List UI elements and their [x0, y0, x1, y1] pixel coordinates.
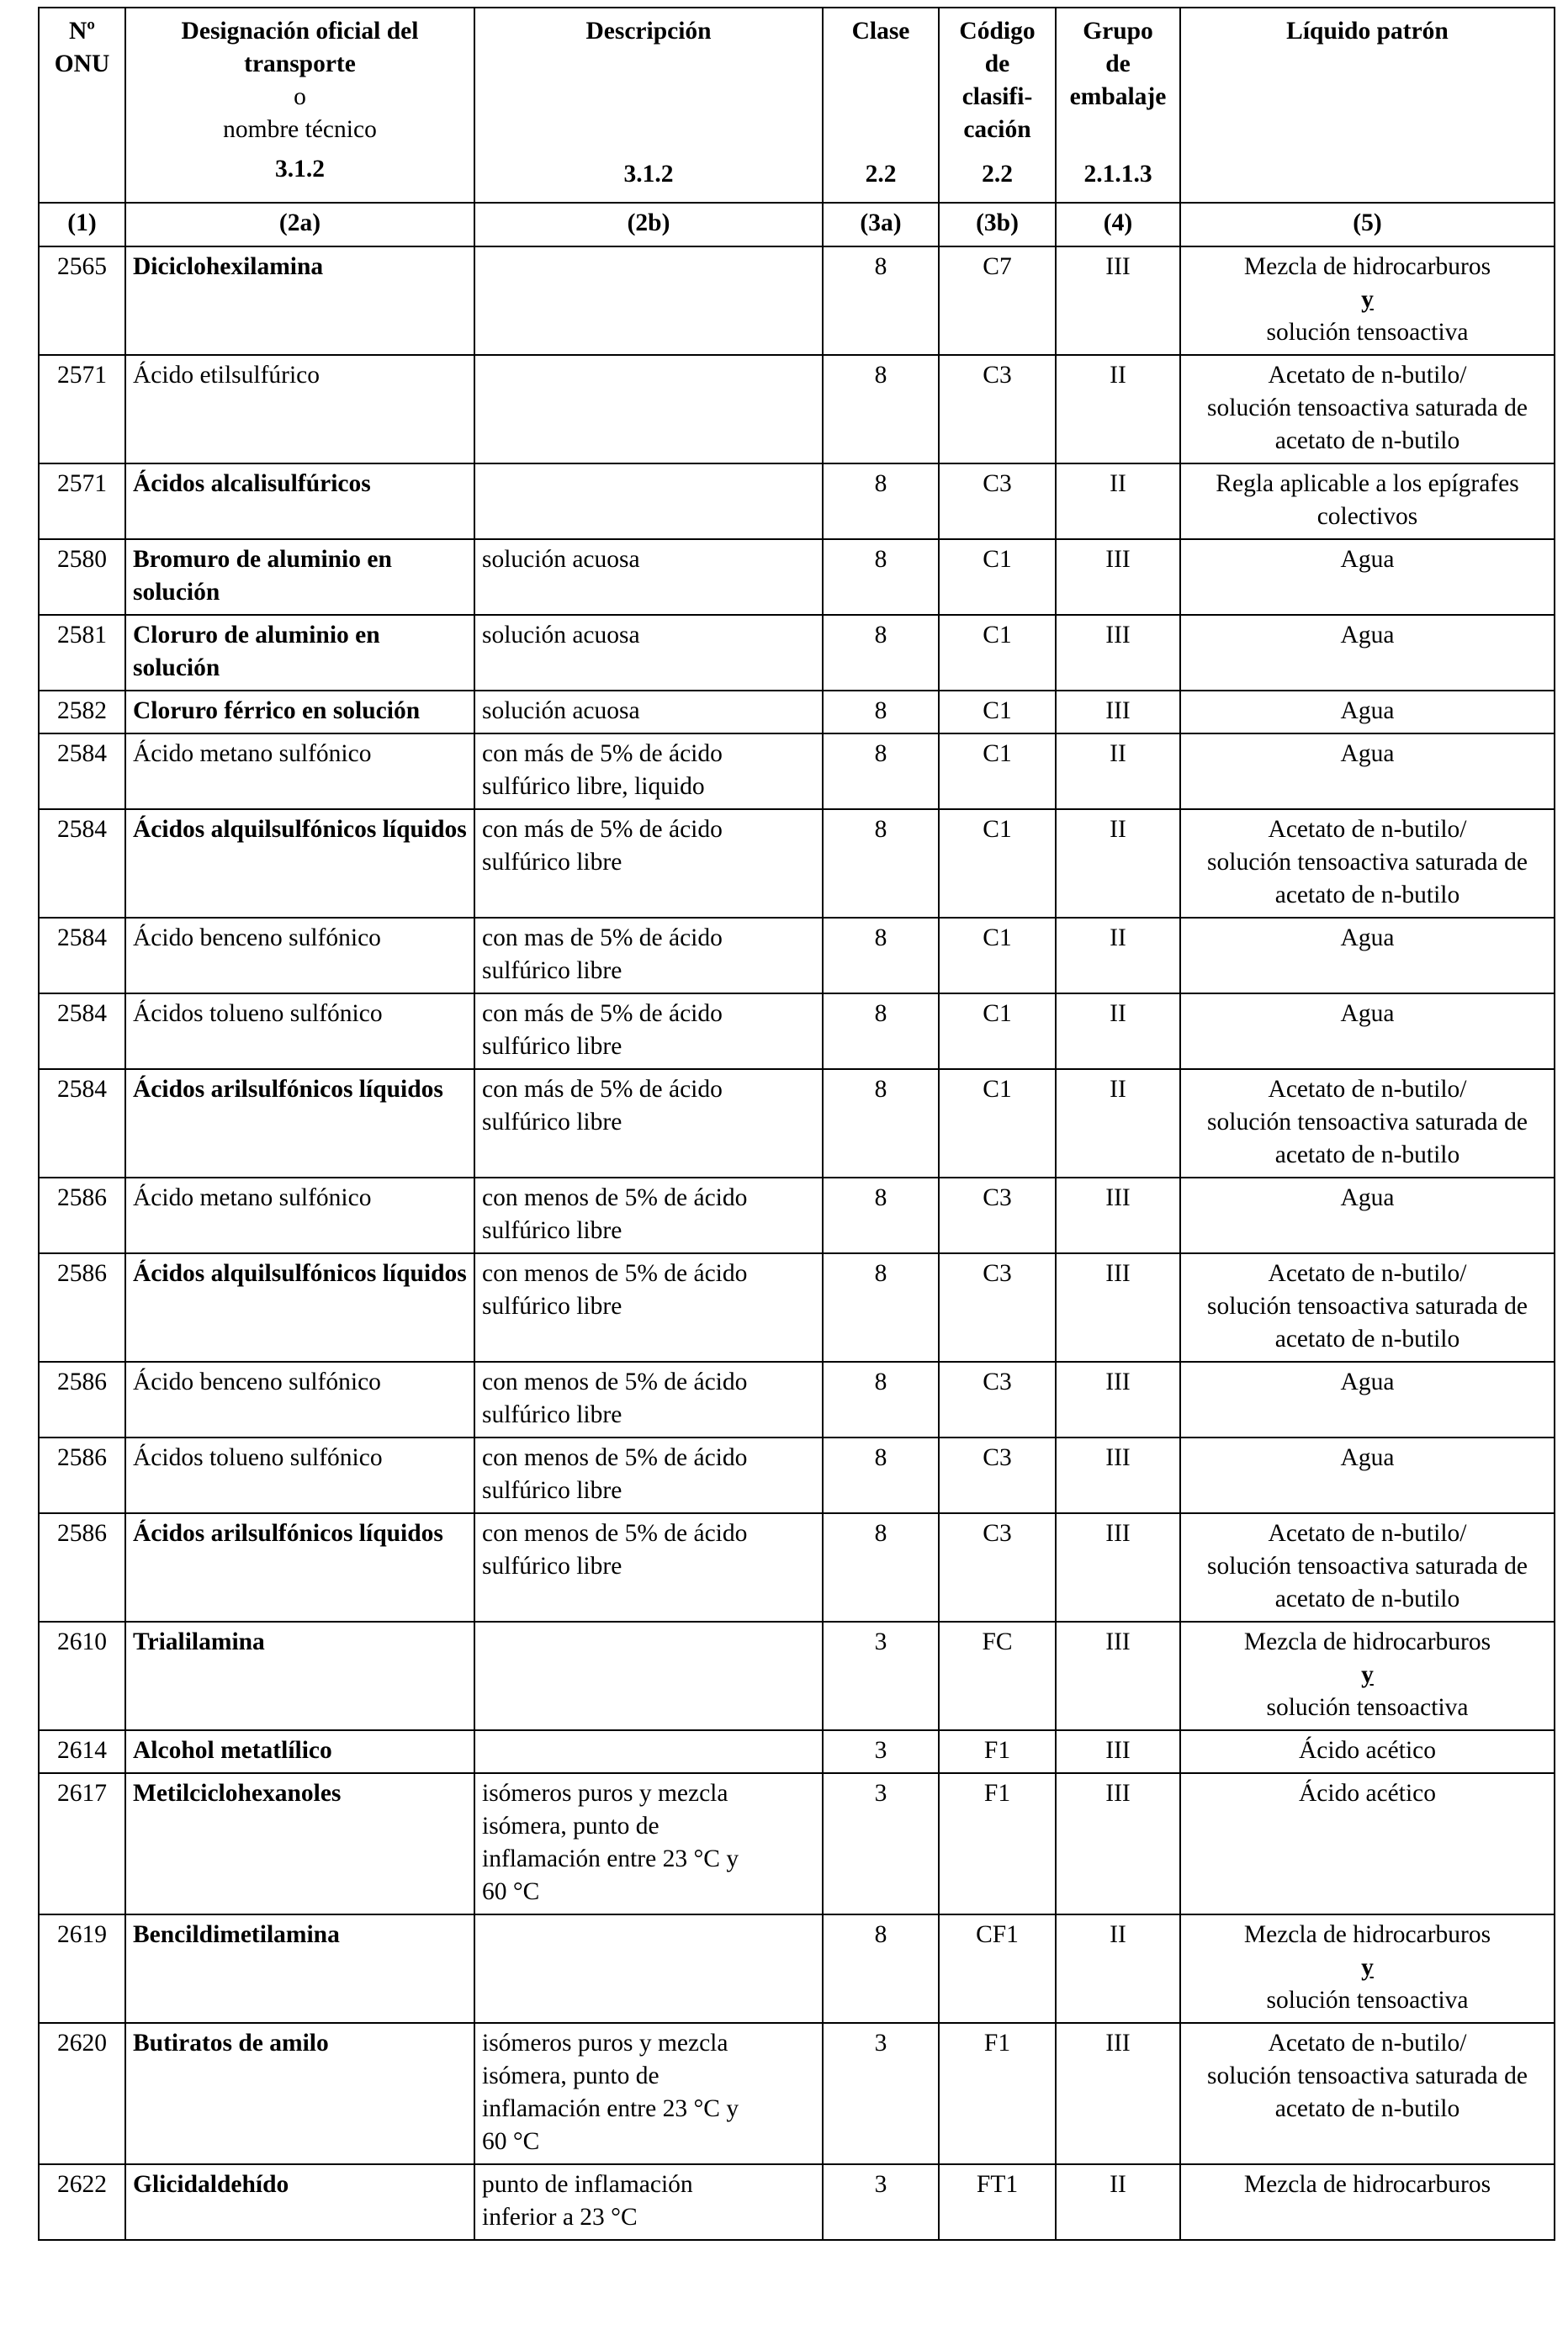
description-line: sulfúrico libre	[482, 1553, 622, 1580]
class-cell: 3	[823, 1773, 939, 1914]
onu-number-cell: 2617	[39, 1773, 125, 1914]
class-cell: 8	[823, 1069, 939, 1178]
column-number-row	[39, 203, 1555, 246]
header-designation-title2: transporte	[244, 50, 356, 77]
table-row	[39, 1773, 1555, 1914]
table-row	[39, 355, 1555, 463]
designation-cell: Cloruro de aluminio en solución	[125, 615, 474, 691]
description-cell	[474, 246, 823, 355]
standard-liquid-cell	[1180, 615, 1555, 691]
onu-number-cell: 2584	[39, 809, 125, 918]
description-line: con menos de 5% de ácido	[482, 1520, 748, 1547]
description-cell	[474, 918, 823, 993]
table-row	[39, 733, 1555, 809]
designation-cell: Trialilamina	[125, 1622, 474, 1730]
description-line: 60 °C	[482, 2128, 540, 2155]
standard-liquid-cell	[1180, 1362, 1555, 1438]
col-number: (1)	[39, 203, 125, 246]
liquid-line: Agua	[1340, 546, 1395, 573]
class-cell: 8	[823, 463, 939, 539]
liquid-line: solución tensoactiva	[1266, 1694, 1469, 1721]
header-class-ref: 2.2	[865, 161, 897, 188]
packing-group-cell: II	[1056, 733, 1180, 809]
standard-liquid-cell	[1180, 355, 1555, 463]
liquid-line: Ácido acético	[1299, 1780, 1436, 1807]
designation-cell: Ácidos arilsulfónicos líquidos	[125, 1513, 474, 1622]
standard-liquid-cell	[1180, 1730, 1555, 1773]
liquid-line: acetato de n-butilo	[1274, 882, 1460, 908]
standard-liquid-cell	[1180, 993, 1555, 1069]
standard-liquid-cell	[1180, 1253, 1555, 1362]
packing-group-cell: II	[1056, 2164, 1180, 2240]
description-line: con mas de 5% de ácido	[482, 924, 723, 951]
packing-group-cell: III	[1056, 1773, 1180, 1914]
onu-number-cell: 2571	[39, 355, 125, 463]
description-line: isómeros puros y mezcla	[482, 1780, 728, 1807]
description-line: sulfúrico libre, liquido	[482, 773, 705, 800]
header-code-title2: de	[984, 50, 1010, 77]
header-code-title3: clasifi-	[961, 83, 1033, 110]
description-cell	[474, 691, 823, 733]
onu-number-cell: 2565	[39, 246, 125, 355]
packing-group-cell: III	[1056, 2023, 1180, 2164]
liquid-line: Agua	[1340, 697, 1395, 724]
designation-cell: Bromuro de aluminio en solución	[125, 539, 474, 615]
description-cell	[474, 1069, 823, 1178]
liquid-line: Regla aplicable a los epígrafes	[1216, 470, 1519, 497]
liquid-line: solución tensoactiva saturada de	[1207, 849, 1528, 876]
liquid-line: acetato de n-butilo	[1274, 1586, 1460, 1612]
header-onu-line2: ONU	[54, 50, 110, 77]
classification-code-cell: F1	[939, 1773, 1056, 1914]
packing-group-cell: II	[1056, 918, 1180, 993]
description-line: sulfúrico libre	[482, 1477, 622, 1504]
standard-liquid-cell	[1180, 691, 1555, 733]
classification-code-cell: FT1	[939, 2164, 1056, 2240]
classification-code-cell: C3	[939, 355, 1056, 463]
class-cell: 8	[823, 733, 939, 809]
classification-code-cell: FC	[939, 1622, 1056, 1730]
packing-group-cell: II	[1056, 1914, 1180, 2023]
table-row	[39, 809, 1555, 918]
onu-number-cell: 2586	[39, 1513, 125, 1622]
liquid-line: Acetato de n-butilo/	[1268, 1076, 1467, 1103]
liquid-line: solución tensoactiva saturada de	[1207, 1553, 1528, 1580]
classification-code-cell: C1	[939, 539, 1056, 615]
onu-number-cell: 2622	[39, 2164, 125, 2240]
packing-group-cell: III	[1056, 1438, 1180, 1513]
header-group-ref: 2.1.1.3	[1083, 161, 1152, 188]
liquid-line: colectivos	[1316, 503, 1418, 530]
liquid-line: Mezcla de hidrocarburos	[1243, 2171, 1491, 2198]
header-onu	[39, 8, 125, 203]
standard-liquid-cell	[1180, 918, 1555, 993]
header-classification-code	[939, 8, 1056, 203]
header-standard-liquid	[1180, 8, 1555, 203]
liquid-line: solución tensoactiva saturada de	[1207, 2062, 1528, 2089]
description-cell	[474, 355, 823, 463]
packing-group-cell: III	[1056, 615, 1180, 691]
packing-group-cell: III	[1056, 1178, 1180, 1253]
conjunction-y: y	[1361, 1661, 1374, 1688]
liquid-line: solución tensoactiva	[1266, 319, 1469, 346]
onu-number-cell: 2586	[39, 1438, 125, 1513]
description-line: solución acuosa	[482, 622, 640, 649]
description-cell	[474, 615, 823, 691]
packing-group-cell: III	[1056, 1362, 1180, 1438]
designation-cell: Ácidos alquilsulfónicos líquidos	[125, 809, 474, 918]
table-row	[39, 463, 1555, 539]
header-code-ref: 2.2	[982, 161, 1013, 188]
designation-cell: Ácido etilsulfúrico	[125, 355, 474, 463]
description-cell	[474, 1362, 823, 1438]
classification-code-cell: C7	[939, 246, 1056, 355]
header-code-title4: cación	[963, 116, 1031, 143]
table-body	[39, 246, 1555, 2240]
header-group-title2: de	[1105, 50, 1131, 77]
classification-code-cell: C1	[939, 1069, 1056, 1178]
standard-liquid-cell	[1180, 2023, 1555, 2164]
packing-group-cell: II	[1056, 1069, 1180, 1178]
onu-number-cell: 2614	[39, 1730, 125, 1773]
description-line: con más de 5% de ácido	[482, 1076, 723, 1103]
standard-liquid-cell	[1180, 1438, 1555, 1513]
class-cell: 8	[823, 539, 939, 615]
classification-code-cell: C3	[939, 1438, 1056, 1513]
description-line: con menos de 5% de ácido	[482, 1260, 748, 1287]
standard-liquid-cell	[1180, 1178, 1555, 1253]
header-row	[39, 8, 1555, 203]
standard-liquid-cell	[1180, 1069, 1555, 1178]
description-line: con más de 5% de ácido	[482, 816, 723, 843]
liquid-line: Agua	[1340, 1184, 1395, 1211]
class-cell: 8	[823, 1178, 939, 1253]
description-cell	[474, 1513, 823, 1622]
standard-liquid-cell	[1180, 246, 1555, 355]
standard-liquid-cell	[1180, 809, 1555, 918]
liquid-line: Acetato de n-butilo/	[1268, 1260, 1467, 1287]
description-cell	[474, 733, 823, 809]
description-line: con más de 5% de ácido	[482, 1000, 723, 1027]
class-cell: 3	[823, 2023, 939, 2164]
description-cell	[474, 1178, 823, 1253]
col-number: (4)	[1056, 203, 1180, 246]
table-row	[39, 1253, 1555, 1362]
header-designation-or: o	[294, 83, 306, 110]
class-cell: 8	[823, 1362, 939, 1438]
table-row	[39, 1513, 1555, 1622]
document-page	[38, 7, 1554, 2241]
header-description-ref: 3.1.2	[623, 161, 674, 188]
onu-number-cell: 2581	[39, 615, 125, 691]
designation-cell: Ácido benceno sulfónico	[125, 918, 474, 993]
standard-liquid-cell	[1180, 1622, 1555, 1730]
description-line: isómera, punto de	[482, 2062, 660, 2089]
header-onu-line1: Nº	[68, 18, 96, 45]
classification-code-cell: C1	[939, 993, 1056, 1069]
header-description-title: Descripción	[585, 18, 712, 45]
onu-number-cell: 2584	[39, 1069, 125, 1178]
table-row	[39, 1178, 1555, 1253]
liquids-table	[38, 7, 1555, 2241]
header-designation-alt: nombre técnico	[223, 116, 377, 143]
class-cell: 3	[823, 1730, 939, 1773]
packing-group-cell: III	[1056, 1513, 1180, 1622]
conjunction-y: y	[1361, 1954, 1374, 1981]
class-cell: 3	[823, 1622, 939, 1730]
liquid-line: Mezcla de hidrocarburos	[1243, 1921, 1491, 1948]
liquid-line: acetato de n-butilo	[1274, 2095, 1460, 2122]
description-line: con menos de 5% de ácido	[482, 1444, 748, 1471]
col-number: (2a)	[125, 203, 474, 246]
liquid-line: Agua	[1340, 924, 1395, 951]
description-cell	[474, 2164, 823, 2240]
description-cell	[474, 1730, 823, 1773]
liquid-line: acetato de n-butilo	[1274, 1141, 1460, 1168]
description-line: inferior a 23 °C	[482, 2204, 638, 2231]
header-designation-title1: Designación oficial del	[181, 18, 419, 45]
description-line: punto de inflamación	[482, 2171, 693, 2198]
classification-code-cell: F1	[939, 2023, 1056, 2164]
onu-number-cell: 2610	[39, 1622, 125, 1730]
packing-group-cell: II	[1056, 993, 1180, 1069]
classification-code-cell: CF1	[939, 1914, 1056, 2023]
liquid-line: Ácido acético	[1299, 1737, 1436, 1764]
liquid-line: acetato de n-butilo	[1274, 427, 1460, 454]
col-number: (2b)	[474, 203, 823, 246]
description-line: isómera, punto de	[482, 1813, 660, 1840]
designation-cell: Ácidos tolueno sulfónico	[125, 1438, 474, 1513]
standard-liquid-cell	[1180, 1773, 1555, 1914]
table-row	[39, 1069, 1555, 1178]
class-cell: 8	[823, 1438, 939, 1513]
class-cell: 8	[823, 993, 939, 1069]
class-cell: 8	[823, 1253, 939, 1362]
header-class-title: Clase	[851, 18, 910, 45]
packing-group-cell: II	[1056, 809, 1180, 918]
classification-code-cell: C3	[939, 1253, 1056, 1362]
description-line: con menos de 5% de ácido	[482, 1184, 748, 1211]
header-packing-group	[1056, 8, 1180, 203]
conjunction-y: y	[1361, 286, 1374, 313]
packing-group-cell: III	[1056, 1253, 1180, 1362]
onu-number-cell: 2586	[39, 1362, 125, 1438]
description-line: sulfúrico libre	[482, 1217, 622, 1244]
classification-code-cell: C3	[939, 1513, 1056, 1622]
header-group-title1: Grupo	[1083, 18, 1153, 45]
designation-cell: Ácido metano sulfónico	[125, 733, 474, 809]
standard-liquid-cell	[1180, 2164, 1555, 2240]
description-cell	[474, 1438, 823, 1513]
table-row	[39, 1914, 1555, 2023]
description-line: isómeros puros y mezcla	[482, 2030, 728, 2057]
designation-cell: Ácidos alquilsulfónicos líquidos	[125, 1253, 474, 1362]
designation-cell: Alcohol metatlílico	[125, 1730, 474, 1773]
description-line: con menos de 5% de ácido	[482, 1369, 748, 1395]
classification-code-cell: C3	[939, 1362, 1056, 1438]
description-line: sulfúrico libre	[482, 849, 622, 876]
table-row	[39, 1438, 1555, 1513]
liquid-line: solución tensoactiva saturada de	[1207, 1109, 1528, 1136]
header-class	[823, 8, 939, 203]
classification-code-cell: F1	[939, 1730, 1056, 1773]
designation-cell: Ácido benceno sulfónico	[125, 1362, 474, 1438]
col-number: (5)	[1180, 203, 1555, 246]
table-row	[39, 1622, 1555, 1730]
designation-cell: Ácidos alcalisulfúricos	[125, 463, 474, 539]
description-cell	[474, 1622, 823, 1730]
col-number: (3b)	[939, 203, 1056, 246]
class-cell: 8	[823, 1914, 939, 2023]
table-row	[39, 1362, 1555, 1438]
classification-code-cell: C3	[939, 463, 1056, 539]
packing-group-cell: III	[1056, 691, 1180, 733]
description-cell	[474, 809, 823, 918]
designation-cell: Ácido metano sulfónico	[125, 1178, 474, 1253]
class-cell: 8	[823, 246, 939, 355]
standard-liquid-cell	[1180, 733, 1555, 809]
classification-code-cell: C1	[939, 918, 1056, 993]
designation-cell: Ácidos arilsulfónicos líquidos	[125, 1069, 474, 1178]
header-code-title1: Código	[959, 18, 1036, 45]
liquid-line: solución tensoactiva saturada de	[1207, 394, 1528, 421]
description-line: sulfúrico libre	[482, 1033, 622, 1060]
description-line: inflamación entre 23 °C y	[482, 1845, 739, 1872]
class-cell: 8	[823, 809, 939, 918]
onu-number-cell: 2584	[39, 918, 125, 993]
liquid-line: acetato de n-butilo	[1274, 1326, 1460, 1353]
packing-group-cell: II	[1056, 355, 1180, 463]
liquid-line: Acetato de n-butilo/	[1268, 2030, 1467, 2057]
classification-code-cell: C1	[939, 733, 1056, 809]
class-cell: 8	[823, 615, 939, 691]
class-cell: 8	[823, 691, 939, 733]
designation-cell: Metilciclohexanoles	[125, 1773, 474, 1914]
description-cell	[474, 539, 823, 615]
onu-number-cell: 2582	[39, 691, 125, 733]
onu-number-cell: 2584	[39, 733, 125, 809]
description-line: solución acuosa	[482, 546, 640, 573]
table-row	[39, 539, 1555, 615]
onu-number-cell: 2584	[39, 993, 125, 1069]
description-cell	[474, 2023, 823, 2164]
classification-code-cell: C1	[939, 809, 1056, 918]
liquid-line: Mezcla de hidrocarburos	[1243, 253, 1491, 280]
col-number: (3a)	[823, 203, 939, 246]
table-row	[39, 691, 1555, 733]
onu-number-cell: 2620	[39, 2023, 125, 2164]
classification-code-cell: C1	[939, 691, 1056, 733]
onu-number-cell: 2586	[39, 1178, 125, 1253]
table-row	[39, 246, 1555, 355]
packing-group-cell: III	[1056, 246, 1180, 355]
onu-number-cell: 2571	[39, 463, 125, 539]
classification-code-cell: C3	[939, 1178, 1056, 1253]
description-cell	[474, 1773, 823, 1914]
liquid-line: Agua	[1340, 1000, 1395, 1027]
description-cell	[474, 1914, 823, 2023]
designation-cell: Ácidos tolueno sulfónico	[125, 993, 474, 1069]
table-row	[39, 918, 1555, 993]
table-row	[39, 2023, 1555, 2164]
liquid-line: solución tensoactiva	[1266, 1987, 1469, 2014]
liquid-line: solución tensoactiva saturada de	[1207, 1293, 1528, 1320]
description-cell	[474, 463, 823, 539]
liquid-line: Agua	[1340, 1369, 1395, 1395]
designation-cell: Cloruro férrico en solución	[125, 691, 474, 733]
table-row	[39, 615, 1555, 691]
liquid-line: Acetato de n-butilo/	[1268, 1520, 1467, 1547]
liquid-line: Acetato de n-butilo/	[1268, 816, 1467, 843]
header-liquid-title: Líquido patrón	[1286, 18, 1449, 45]
description-cell	[474, 993, 823, 1069]
description-line: sulfúrico libre	[482, 1401, 622, 1428]
liquid-line: Agua	[1340, 622, 1395, 649]
packing-group-cell: III	[1056, 1730, 1180, 1773]
header-description	[474, 8, 823, 203]
liquid-line: Agua	[1340, 1444, 1395, 1471]
designation-cell: Glicidaldehído	[125, 2164, 474, 2240]
designation-cell: Butiratos de amilo	[125, 2023, 474, 2164]
classification-code-cell: C1	[939, 615, 1056, 691]
description-line: sulfúrico libre	[482, 1293, 622, 1320]
description-line: con más de 5% de ácido	[482, 740, 723, 767]
standard-liquid-cell	[1180, 1914, 1555, 2023]
description-line: sulfúrico libre	[482, 1109, 622, 1136]
designation-cell: Diciclohexilamina	[125, 246, 474, 355]
onu-number-cell: 2580	[39, 539, 125, 615]
class-cell: 8	[823, 1513, 939, 1622]
standard-liquid-cell	[1180, 463, 1555, 539]
description-line: solución acuosa	[482, 697, 640, 724]
liquid-line: Acetato de n-butilo/	[1268, 362, 1467, 389]
description-line: 60 °C	[482, 1878, 540, 1905]
table-row	[39, 993, 1555, 1069]
description-line: inflamación entre 23 °C y	[482, 2095, 739, 2122]
description-cell	[474, 1253, 823, 1362]
table-row	[39, 1730, 1555, 1773]
standard-liquid-cell	[1180, 539, 1555, 615]
header-designation	[125, 8, 474, 203]
class-cell: 3	[823, 2164, 939, 2240]
table-row	[39, 2164, 1555, 2240]
onu-number-cell: 2619	[39, 1914, 125, 2023]
class-cell: 8	[823, 918, 939, 993]
class-cell: 8	[823, 355, 939, 463]
packing-group-cell: III	[1056, 1622, 1180, 1730]
liquid-line: Mezcla de hidrocarburos	[1243, 1628, 1491, 1655]
standard-liquid-cell	[1180, 1513, 1555, 1622]
packing-group-cell: II	[1056, 463, 1180, 539]
liquid-line: Agua	[1340, 740, 1395, 767]
header-designation-ref: 3.1.2	[275, 156, 325, 183]
designation-cell: Bencildimetilamina	[125, 1914, 474, 2023]
onu-number-cell: 2586	[39, 1253, 125, 1362]
packing-group-cell: III	[1056, 539, 1180, 615]
description-line: sulfúrico libre	[482, 957, 622, 984]
header-group-title3: embalaje	[1069, 83, 1167, 110]
